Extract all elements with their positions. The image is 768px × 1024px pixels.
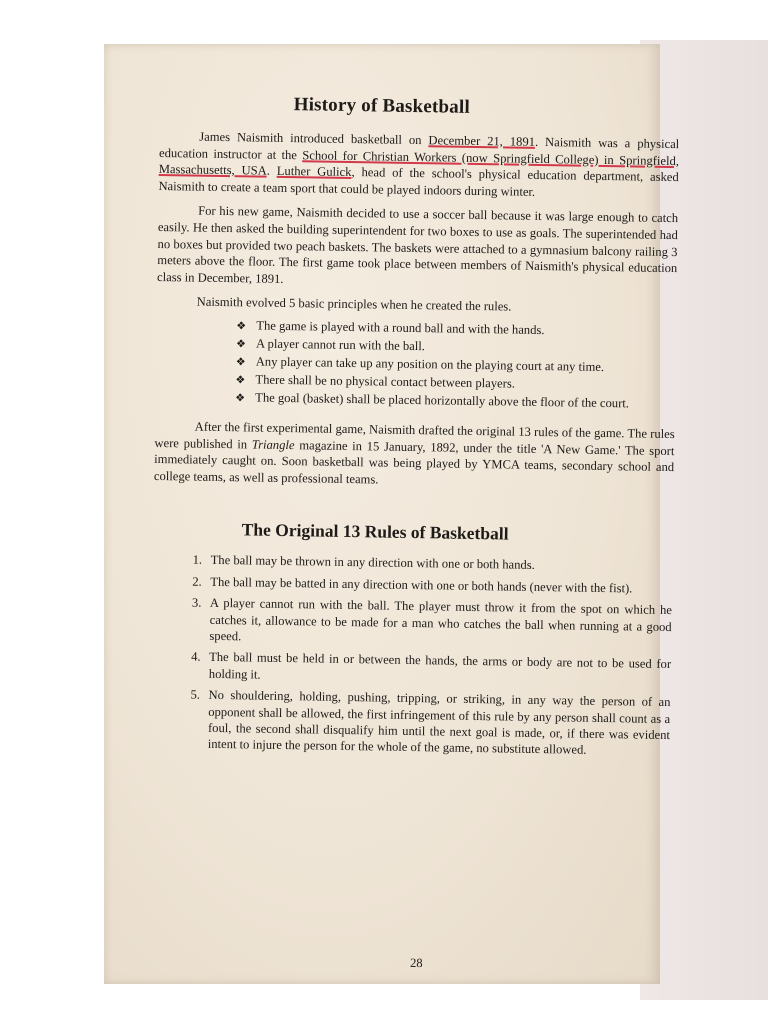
list-item: 2. The ball may be batted in any direction with one or both hands (never with the fist). xyxy=(192,574,633,596)
list-item: ❖ Any player can take up any position on the playing court at any time. xyxy=(235,354,605,374)
paragraph-intro: James Naismith introduced basketball on December 21, 1891. Naismith was a physical education instructor at the School for Christian Workers (now Springfield College) in Springfield, Massachusetts, USA. Luther Gulick, head of the school's physical education department, asked Naismith to create a team sport that could be played indoors during winter. xyxy=(158,129,680,199)
diamond-bullet-icon: ❖ xyxy=(235,356,246,369)
list-item: 1. The ball may be thrown in any direction with one or both hands. xyxy=(192,552,535,573)
underlined-date: December 21, 1891 xyxy=(428,133,536,149)
underlined-school: School for Christian Workers (now Springfield College) in Springfield, Massachusetts, USA xyxy=(158,147,680,178)
list-item: ❖ The game is played with a round ball and with the hands. xyxy=(236,318,545,338)
list-item: 3. A player cannot run with the ball. The player must throw it from the spot on which he catches it, allowance to be made for a man who catches the ball when running at a good speed. xyxy=(191,595,673,644)
page-title: History of Basketball xyxy=(293,94,471,118)
principles-list xyxy=(155,316,716,415)
page-number: 28 xyxy=(409,955,423,971)
list-item: ❖ A player cannot run with the ball. xyxy=(235,336,426,354)
rules-list xyxy=(150,551,713,760)
paragraph-game: For his new game, Naismith decided to use a soccer ball because it was large enough to catch easily. He then asked the building superintendent for two boxes to use as goals. The superintended had no boxes but provided two peach baskets. The baskets were attached to a gymnasium balcony railing 3 meters above the floor. The first game took place between members of Naismith's physical education class in December, 1891. xyxy=(156,203,679,286)
book-page xyxy=(104,44,680,984)
magazine-name: Triangle xyxy=(251,437,295,452)
diamond-bullet-icon: ❖ xyxy=(235,374,246,387)
list-item: ❖ The goal (basket) shall be placed horizontally above the floor of the court. xyxy=(235,390,630,411)
paragraph-rules-history: After the first experimental game, Naismith drafted the original 13 rules of the game. The rules were published in Triangle magazine in 15 January, 1892, under the title 'A New Game.' The sport immediately caught on. Soon basketball was being played by YMCA teams, secondary school and college teams, as well as professional teams. xyxy=(153,419,675,487)
list-item: 4. The ball must be held in or between the hands, the arms or body are not to be used for holding it. xyxy=(191,649,672,682)
list-item: 5. No shouldering, holding, pushing, tripping, or striking, in any way the person of an opponent shall be allowed, the first infringement of this rule by any person shall count as a foul, the second shall disqualify him until the next goal is made, or, if there was evident intent to injure the person for the whole of the game, no substitute allowed. xyxy=(190,687,671,758)
rules-heading: The Original 13 Rules of Basketball xyxy=(241,519,509,544)
list-item: ❖ There shall be no physical contact between players. xyxy=(235,372,516,391)
diamond-bullet-icon: ❖ xyxy=(235,392,246,405)
diamond-bullet-icon: ❖ xyxy=(235,338,247,351)
page-content xyxy=(150,92,720,765)
diamond-bullet-icon: ❖ xyxy=(236,320,247,333)
underlined-gulick: Luther Gulick xyxy=(276,164,352,180)
paragraph-principles-intro: Naismith evolved 5 basic principles when he created the rules. xyxy=(196,294,512,314)
